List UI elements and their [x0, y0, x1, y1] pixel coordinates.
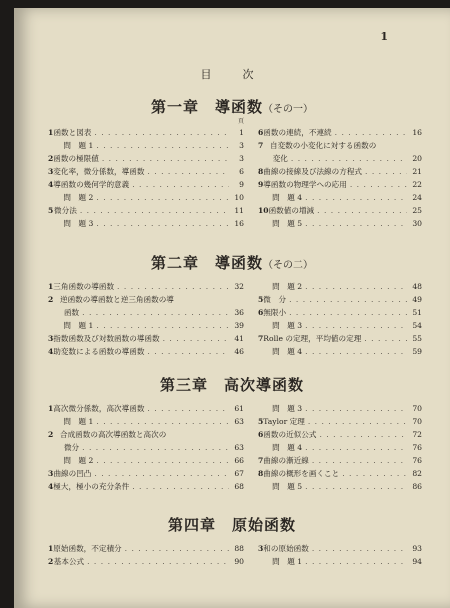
section-title: 問 題 1	[63, 417, 94, 426]
chapter-title: 第四章 原始函数	[167, 516, 296, 534]
dot-leader	[305, 319, 407, 332]
dot-leader	[308, 415, 407, 428]
toc-entry	[258, 165, 422, 178]
chapter-3-right-list	[258, 402, 422, 493]
page-ref: 46	[234, 347, 244, 356]
dot-leader	[132, 178, 229, 191]
page-ref: 54	[412, 321, 422, 330]
section-title: 問 題 1	[63, 141, 94, 150]
toc-entry	[258, 332, 422, 345]
page-ref: 1	[239, 128, 244, 137]
page-ref: 76	[412, 443, 422, 452]
toc-entry	[258, 415, 422, 428]
section-title: 函数値の増減	[268, 206, 315, 215]
toc-entry	[258, 467, 422, 480]
dot-leader	[132, 480, 229, 493]
toc-entry	[48, 319, 244, 332]
page-ref: 39	[234, 321, 244, 330]
chapter-title: 第三章 高次導函数	[159, 376, 304, 394]
page-ref: 68	[234, 482, 244, 491]
dot-leader	[94, 467, 229, 480]
section-title: 函数の連続，不連続	[263, 128, 332, 137]
section-title: 助変数による函数の導函数	[53, 347, 145, 356]
toc-entry	[48, 126, 244, 139]
section-number: 5	[258, 295, 264, 304]
section-number: 7	[258, 141, 264, 150]
toc-entry	[258, 204, 422, 217]
chapter-2-right-list	[258, 280, 422, 358]
dot-leader	[163, 332, 229, 345]
dot-leader	[291, 152, 407, 165]
dot-leader	[96, 217, 229, 230]
dot-leader	[96, 139, 229, 152]
chapter-1-heading	[14, 96, 450, 117]
section-title: 問 題 5	[272, 219, 303, 228]
section-number: 4	[48, 482, 54, 491]
dot-leader	[305, 191, 407, 204]
section-title: 変化率，微分係数，導函数	[53, 167, 145, 176]
toc-entry	[48, 555, 244, 568]
section-title: 基本公式	[53, 557, 85, 566]
dot-leader	[305, 555, 407, 568]
section-title: 問 題 1	[63, 321, 94, 330]
dot-leader	[305, 217, 407, 230]
page-ref: 20	[412, 154, 422, 163]
dot-leader	[305, 441, 407, 454]
section-title: 導函数の物理学への応用	[263, 180, 347, 189]
section-title: 極大，極小の充分条件	[53, 482, 130, 491]
toc-entry	[258, 454, 422, 467]
chapter-2-left-list	[48, 280, 244, 358]
toc-entry	[48, 152, 244, 165]
toc-entry	[48, 178, 244, 191]
dot-leader	[147, 402, 229, 415]
page-ref: 16	[234, 219, 244, 228]
dot-leader	[364, 332, 407, 345]
page-ref: 41	[234, 334, 244, 343]
toc-entry	[258, 293, 422, 306]
toc-entry	[48, 139, 244, 152]
chapter-title: 第二章 導函数	[150, 254, 263, 272]
toc-entry	[258, 441, 422, 454]
toc-entry	[258, 306, 422, 319]
chapter-4-heading	[14, 514, 450, 535]
dot-leader	[312, 542, 407, 555]
page-ref: 90	[234, 557, 244, 566]
page-ref: 21	[412, 167, 422, 176]
page-ref: 48	[412, 282, 422, 291]
dot-leader	[312, 454, 407, 467]
page-ref: 51	[412, 308, 422, 317]
toc-entry	[258, 178, 422, 191]
page-ref: 86	[412, 482, 422, 491]
section-title: 函数の極限値	[53, 154, 99, 163]
page-ref: 94	[412, 557, 422, 566]
section-title: 問 題 3	[272, 321, 303, 330]
dot-leader	[342, 467, 407, 480]
toc-entry	[48, 415, 244, 428]
book-page	[14, 8, 450, 608]
dot-leader	[317, 204, 407, 217]
chapter-1-left-list	[48, 126, 244, 230]
page-ref: 3	[239, 141, 244, 150]
chapter-3-heading	[14, 374, 450, 395]
section-title: 問 題 2	[63, 193, 94, 202]
section-title: 問 題 2	[272, 282, 303, 291]
toc-entry	[258, 345, 422, 358]
toc-entry	[258, 428, 422, 441]
section-number: 9	[258, 180, 264, 189]
dot-leader	[82, 441, 229, 454]
dot-leader	[305, 480, 407, 493]
page-ref: 72	[412, 430, 422, 439]
section-title: 無限小	[263, 308, 287, 317]
section-number: 1	[48, 404, 54, 413]
section-title: 問 題 5	[272, 482, 303, 491]
toc-entry	[48, 306, 244, 319]
section-title: 導函数の幾何学的意義	[53, 180, 130, 189]
section-title: 問 題 4	[272, 193, 303, 202]
section-number: 8	[258, 469, 264, 478]
toc-entry	[258, 402, 422, 415]
page-ref: 76	[412, 456, 422, 465]
section-title: 函数	[63, 308, 80, 317]
toc-entry	[258, 152, 422, 165]
dot-leader	[305, 280, 407, 293]
page-ref: 3	[239, 154, 244, 163]
toc-entry	[258, 280, 422, 293]
section-number: 6	[258, 128, 264, 137]
toc-title: 目 次	[200, 68, 264, 81]
page-number: 1	[380, 30, 388, 43]
toc-entry	[258, 555, 422, 568]
section-number: 7	[258, 334, 264, 343]
page-ref: 61	[234, 404, 244, 413]
dot-leader	[125, 542, 229, 555]
section-title: 問 題 4	[272, 443, 303, 452]
section-number: 2	[48, 430, 54, 439]
page-ref: 66	[234, 456, 244, 465]
dot-leader	[350, 178, 407, 191]
section-title: 函数の近似公式	[263, 430, 317, 439]
section-title: 微分法	[54, 206, 77, 215]
section-title: 三角函数の導函数	[53, 282, 115, 291]
dot-leader	[96, 415, 229, 428]
page-ref: 63	[234, 443, 244, 452]
toc-entry	[258, 217, 422, 230]
page-ref: 32	[234, 282, 244, 291]
section-title: 微 分	[263, 295, 287, 304]
toc-entry	[48, 441, 244, 454]
page-ref: 9	[239, 180, 244, 189]
toc-entry	[48, 467, 244, 480]
page-column-label: 頁	[238, 118, 245, 125]
toc-entry	[48, 542, 244, 555]
section-title: 問 題 4	[272, 347, 303, 356]
dot-leader	[147, 165, 229, 178]
page-ref: 36	[234, 308, 244, 317]
section-number: 8	[258, 167, 264, 176]
dot-leader	[305, 402, 407, 415]
section-title: 原始函数，不定積分	[53, 544, 122, 553]
page-ref: 67	[234, 469, 244, 478]
section-title: 高次微分係数，高次導函数	[53, 404, 145, 413]
toc-entry	[48, 428, 244, 441]
toc-entry	[48, 191, 244, 204]
page-ref: 30	[412, 219, 422, 228]
page-ref: 88	[234, 544, 244, 553]
page-ref: 63	[234, 417, 244, 426]
toc-entry	[48, 402, 244, 415]
section-title: 和の原始函数	[263, 544, 309, 553]
page-ref: 55	[412, 334, 422, 343]
toc-entry	[258, 191, 422, 204]
section-number: 6	[258, 308, 264, 317]
chapter-1-right-list	[258, 126, 422, 230]
section-number: 2	[48, 154, 54, 163]
dot-leader	[335, 126, 407, 139]
chapter-subtitle: （その二）	[263, 260, 313, 271]
toc-entry	[48, 454, 244, 467]
section-number: 2	[48, 557, 54, 566]
page-ref: 25	[412, 206, 422, 215]
section-number: 3	[48, 167, 54, 176]
section-number: 3	[48, 469, 54, 478]
section-title: 函数と図表	[53, 128, 92, 137]
page-ref: 24	[412, 193, 422, 202]
chapter-4-left-list	[48, 542, 244, 568]
section-title: 問 題 3	[272, 404, 303, 413]
page-ref: 6	[239, 167, 244, 176]
dot-leader	[117, 280, 229, 293]
page-ref: 93	[412, 544, 422, 553]
page-ref: 10	[234, 193, 244, 202]
page-ref: 11	[234, 206, 244, 215]
section-number: 1	[48, 282, 54, 291]
section-number: 3	[48, 334, 54, 343]
toc-entry	[48, 165, 244, 178]
dot-leader	[365, 165, 407, 178]
dot-leader	[96, 191, 229, 204]
chapter-4-right-list	[258, 542, 422, 568]
chapter-subtitle: （その一）	[263, 104, 313, 115]
toc-entry	[258, 480, 422, 493]
page-ref: 49	[412, 295, 422, 304]
toc-entry	[258, 319, 422, 332]
chapter-title: 第一章 導函数	[150, 98, 263, 116]
section-title: 問 題 3	[63, 219, 94, 228]
page-ref: 59	[412, 347, 422, 356]
section-title: 曲線の概形を画くこと	[263, 469, 340, 478]
section-title: 曲線の凹凸	[53, 469, 92, 478]
toc-entry	[48, 217, 244, 230]
section-title: 問 題 1	[272, 557, 303, 566]
dot-leader	[80, 204, 229, 217]
section-title: Taylor 定理	[263, 417, 305, 426]
section-number: 3	[258, 544, 264, 553]
toc-entry	[48, 345, 244, 358]
section-title: 指数函数及び対数函数の導函数	[53, 334, 160, 343]
section-title: 曲線の接線及び法線の方程式	[263, 167, 363, 176]
section-number: 4	[48, 180, 54, 189]
page-ref: 16	[412, 128, 422, 137]
page-ref: 82	[412, 469, 422, 478]
dot-leader	[96, 319, 229, 332]
dot-leader	[147, 345, 229, 358]
section-number: 6	[258, 430, 264, 439]
dot-leader	[289, 306, 407, 319]
dot-leader	[94, 126, 229, 139]
section-number: 5	[48, 206, 54, 215]
section-number: 1	[48, 128, 54, 137]
section-title: 問 題 2	[63, 456, 94, 465]
toc-entry	[48, 332, 244, 345]
toc-entry	[48, 480, 244, 493]
toc-entry	[48, 204, 244, 217]
section-title: 曲線の漸近線	[263, 456, 309, 465]
dot-leader	[82, 306, 229, 319]
section-number: 2	[48, 295, 54, 304]
section-number: 10	[258, 206, 269, 215]
toc-entry	[48, 293, 244, 306]
chapter-3-left-list	[48, 402, 244, 493]
toc-entry	[48, 280, 244, 293]
section-number: 7	[258, 456, 264, 465]
toc-entry	[258, 126, 422, 139]
dot-leader	[305, 345, 407, 358]
chapter-2-heading	[14, 252, 450, 273]
page-ref: 70	[412, 404, 422, 413]
section-title: 微分	[63, 443, 80, 452]
section-title: 逆函数の導函数と逆三角函数の導	[60, 295, 174, 304]
section-title: 合成函数の高次導函数と高次の	[60, 430, 167, 439]
dot-leader	[102, 152, 229, 165]
section-title: 変化	[272, 154, 288, 163]
dot-leader	[87, 555, 229, 568]
section-number: 1	[48, 544, 54, 553]
toc-entry	[258, 542, 422, 555]
page-ref: 22	[412, 180, 422, 189]
dot-leader	[289, 293, 407, 306]
section-number: 4	[48, 347, 54, 356]
toc-entry	[258, 139, 422, 152]
section-title: Rolle の定理，平均値の定理	[263, 334, 362, 343]
section-title: 自変数の小変化に対する函数の	[270, 141, 377, 150]
section-number: 5	[258, 417, 264, 426]
page-ref: 70	[412, 417, 422, 426]
dot-leader	[96, 454, 229, 467]
dot-leader	[319, 428, 407, 441]
